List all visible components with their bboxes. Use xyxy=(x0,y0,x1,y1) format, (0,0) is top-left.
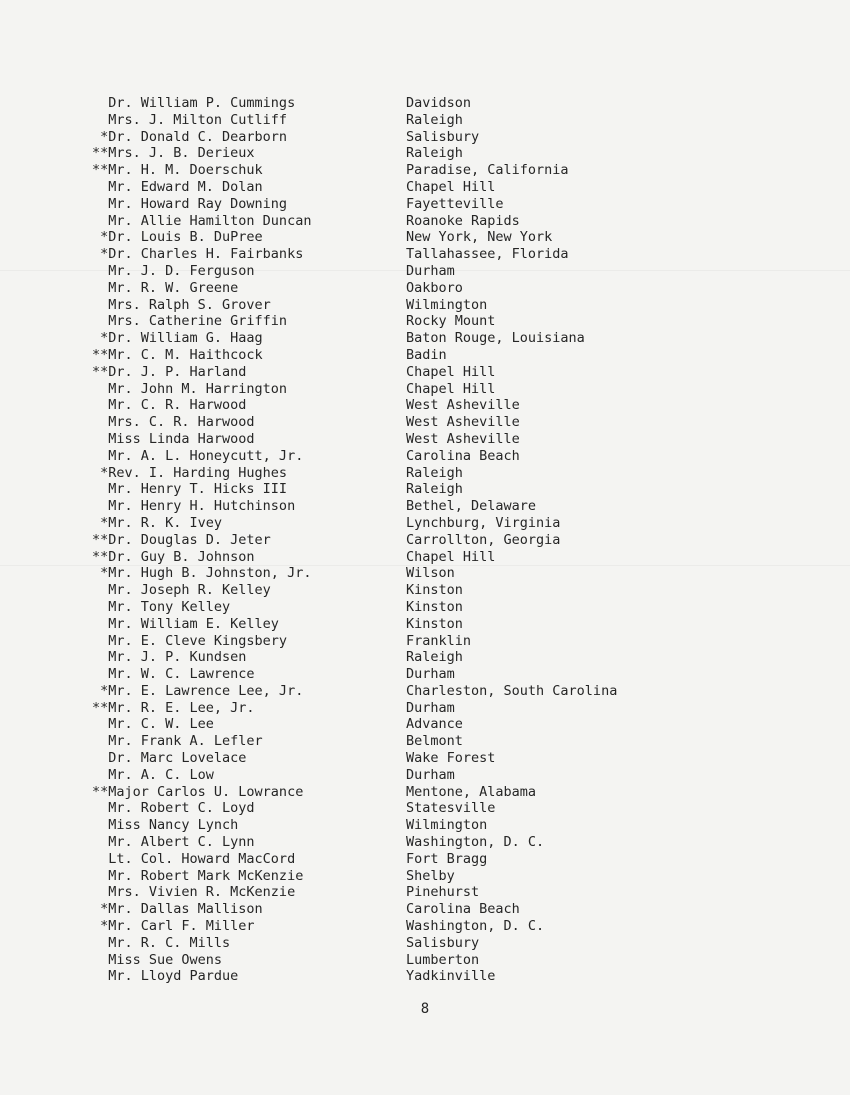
member-name: Dr. Marc Lovelace xyxy=(92,750,247,767)
member-name: Mr. Allie Hamilton Duncan xyxy=(92,212,312,229)
member-name: *Mr. Dallas Mallison xyxy=(92,901,263,918)
member-row xyxy=(0,884,850,901)
member-name: **Major Carlos U. Lowrance xyxy=(92,783,304,800)
member-row xyxy=(0,246,850,263)
member-location: Rocky Mount xyxy=(406,313,496,330)
member-name: *Dr. Charles H. Fairbanks xyxy=(92,246,304,263)
member-name: Mr. William E. Kelley xyxy=(92,615,279,632)
member-location: Salisbury xyxy=(406,128,480,145)
member-location: Yadkinville xyxy=(406,968,496,985)
member-row xyxy=(0,616,850,633)
page-number: 8 xyxy=(420,1001,430,1017)
member-name: Mr. R. W. Greene xyxy=(92,279,239,296)
member-name: *Dr. Donald C. Dearborn xyxy=(92,128,288,145)
member-row xyxy=(0,565,850,582)
member-name: **Mr. C. M. Haithcock xyxy=(92,346,263,363)
member-location: West Asheville xyxy=(406,397,520,414)
member-location: Baton Rouge, Louisiana xyxy=(406,330,585,347)
member-row xyxy=(0,515,850,532)
member-location: Chapel Hill xyxy=(406,380,496,397)
member-name: Mr. Robert C. Loyd xyxy=(92,800,255,817)
member-name: Mr. A. C. Low xyxy=(92,766,214,783)
member-location: Bethel, Delaware xyxy=(406,498,537,515)
member-row xyxy=(0,162,850,179)
member-name: Miss Nancy Lynch xyxy=(92,817,239,834)
member-location: Kinston xyxy=(406,598,463,615)
member-list xyxy=(0,95,850,985)
member-name: Mrs. Vivien R. McKenzie xyxy=(92,884,296,901)
member-row xyxy=(0,179,850,196)
member-name: Mrs. Ralph S. Grover xyxy=(92,296,271,313)
member-location: Advance xyxy=(406,716,463,733)
member-location: Durham xyxy=(406,666,455,683)
member-row xyxy=(0,196,850,213)
member-name: **Dr. J. P. Harland xyxy=(92,363,247,380)
member-name: Mr. Lloyd Pardue xyxy=(92,968,239,985)
member-location: West Asheville xyxy=(406,430,520,447)
member-location: Charleston, South Carolina xyxy=(406,682,618,699)
member-name: Dr. William P. Cummings xyxy=(92,95,296,111)
member-location: Oakboro xyxy=(406,279,463,296)
member-row xyxy=(0,935,850,952)
member-location: Carolina Beach xyxy=(406,901,520,918)
member-row xyxy=(0,968,850,985)
member-name: Mr. Howard Ray Downing xyxy=(92,195,288,212)
member-location: Raleigh xyxy=(406,649,463,666)
member-name: Mr. E. Cleve Kingsbery xyxy=(92,632,288,649)
member-name: *Rev. I. Harding Hughes xyxy=(92,464,288,481)
member-location: Lynchburg, Virginia xyxy=(406,514,561,531)
member-name: Mr. Henry H. Hutchinson xyxy=(92,498,296,515)
member-location: Raleigh xyxy=(406,464,463,481)
member-location: Tallahassee, Florida xyxy=(406,246,569,263)
member-row xyxy=(0,868,850,885)
member-location: New York, New York xyxy=(406,229,553,246)
member-name: Mr. Robert Mark McKenzie xyxy=(92,867,304,884)
member-row xyxy=(0,733,850,750)
member-name: Mr. J. D. Ferguson xyxy=(92,262,255,279)
member-location: Davidson xyxy=(406,95,472,111)
member-row xyxy=(0,952,850,969)
member-row xyxy=(0,750,850,767)
member-location: Chapel Hill xyxy=(406,548,496,565)
member-row xyxy=(0,145,850,162)
member-location: Durham xyxy=(406,766,455,783)
member-location: Chapel Hill xyxy=(406,178,496,195)
member-row xyxy=(0,817,850,834)
member-row xyxy=(0,716,850,733)
member-name: **Dr. Guy B. Johnson xyxy=(92,548,255,565)
member-name: *Dr. Louis B. DuPree xyxy=(92,229,263,246)
member-row xyxy=(0,649,850,666)
member-name: **Mr. H. M. Doerschuk xyxy=(92,162,263,179)
member-row xyxy=(0,784,850,801)
member-name: *Mr. R. K. Ivey xyxy=(92,514,223,531)
member-name: *Mr. Hugh B. Johnston, Jr. xyxy=(92,565,312,582)
member-location: Roanoke Rapids xyxy=(406,212,520,229)
member-location: Kinston xyxy=(406,615,463,632)
member-name: Mr. C. R. Harwood xyxy=(92,397,247,414)
member-name: Mrs. C. R. Harwood xyxy=(92,414,255,431)
member-name: **Dr. Douglas D. Jeter xyxy=(92,531,271,548)
member-location: Statesville xyxy=(406,800,496,817)
member-row xyxy=(0,95,850,112)
member-location: Raleigh xyxy=(406,111,463,128)
member-name: Mr. R. C. Mills xyxy=(92,934,231,951)
member-row xyxy=(0,448,850,465)
member-row xyxy=(0,129,850,146)
member-row xyxy=(0,381,850,398)
member-row xyxy=(0,800,850,817)
member-name: **Mr. R. E. Lee, Jr. xyxy=(92,699,255,716)
member-row xyxy=(0,633,850,650)
member-location: Raleigh xyxy=(406,145,463,162)
member-location: Mentone, Alabama xyxy=(406,783,537,800)
member-row xyxy=(0,767,850,784)
member-name: Mr. Albert C. Lynn xyxy=(92,834,255,851)
member-location: Franklin xyxy=(406,632,472,649)
member-name: Mr. Joseph R. Kelley xyxy=(92,582,271,599)
member-row xyxy=(0,700,850,717)
member-location: Durham xyxy=(406,262,455,279)
member-location: Fort Bragg xyxy=(406,850,488,867)
member-name: *Mr. Carl F. Miller xyxy=(92,918,255,935)
member-location: Raleigh xyxy=(406,481,463,498)
member-location: Wake Forest xyxy=(406,750,496,767)
member-row xyxy=(0,112,850,129)
member-row xyxy=(0,414,850,431)
member-location: Washington, D. C. xyxy=(406,918,545,935)
member-row xyxy=(0,364,850,381)
member-row xyxy=(0,263,850,280)
member-name: Mr. Tony Kelley xyxy=(92,598,231,615)
member-name: Mr. J. P. Kundsen xyxy=(92,649,247,666)
member-row xyxy=(0,599,850,616)
member-row xyxy=(0,280,850,297)
member-row xyxy=(0,549,850,566)
member-row xyxy=(0,851,850,868)
member-name: *Mr. E. Lawrence Lee, Jr. xyxy=(92,682,304,699)
member-name: Mr. W. C. Lawrence xyxy=(92,666,255,683)
member-row xyxy=(0,229,850,246)
member-name: Mr. Frank A. Lefler xyxy=(92,733,263,750)
member-row xyxy=(0,397,850,414)
member-row xyxy=(0,330,850,347)
member-location: Washington, D. C. xyxy=(406,834,545,851)
member-location: Paradise, California xyxy=(406,162,569,179)
member-row xyxy=(0,498,850,515)
member-name: Miss Linda Harwood xyxy=(92,430,255,447)
member-location: Kinston xyxy=(406,582,463,599)
member-location: Carolina Beach xyxy=(406,447,520,464)
member-location: Pinehurst xyxy=(406,884,480,901)
member-location: Fayetteville xyxy=(406,195,504,212)
member-name: **Mrs. J. B. Derieux xyxy=(92,145,255,162)
member-name: Mrs. J. Milton Cutliff xyxy=(92,111,288,128)
member-row xyxy=(0,431,850,448)
member-row xyxy=(0,918,850,935)
member-location: Chapel Hill xyxy=(406,363,496,380)
member-location: West Asheville xyxy=(406,414,520,431)
member-row xyxy=(0,666,850,683)
member-location: Durham xyxy=(406,699,455,716)
member-location: Wilmington xyxy=(406,817,488,834)
member-row xyxy=(0,297,850,314)
member-row xyxy=(0,582,850,599)
member-name: Mr. C. W. Lee xyxy=(92,716,214,733)
member-name: Mr. John M. Harrington xyxy=(92,380,288,397)
member-row xyxy=(0,834,850,851)
member-location: Wilmington xyxy=(406,296,488,313)
member-name: Mr. Edward M. Dolan xyxy=(92,178,263,195)
member-name: *Dr. William G. Haag xyxy=(92,330,263,347)
member-name: Mr. Henry T. Hicks III xyxy=(92,481,288,498)
member-row xyxy=(0,481,850,498)
member-name: Mr. A. L. Honeycutt, Jr. xyxy=(92,447,304,464)
member-row xyxy=(0,465,850,482)
member-row xyxy=(0,213,850,230)
member-name: Miss Sue Owens xyxy=(92,951,223,968)
member-location: Badin xyxy=(406,346,447,363)
member-location: Wilson xyxy=(406,565,455,582)
member-name: Lt. Col. Howard MacCord xyxy=(92,850,296,867)
member-location: Carrollton, Georgia xyxy=(406,531,561,548)
member-row xyxy=(0,901,850,918)
member-location: Belmont xyxy=(406,733,463,750)
member-row xyxy=(0,683,850,700)
member-row xyxy=(0,313,850,330)
member-name: Mrs. Catherine Griffin xyxy=(92,313,288,330)
member-location: Lumberton xyxy=(406,951,480,968)
member-location: Shelby xyxy=(406,867,455,884)
member-location: Salisbury xyxy=(406,934,480,951)
member-row xyxy=(0,347,850,364)
member-row xyxy=(0,532,850,549)
